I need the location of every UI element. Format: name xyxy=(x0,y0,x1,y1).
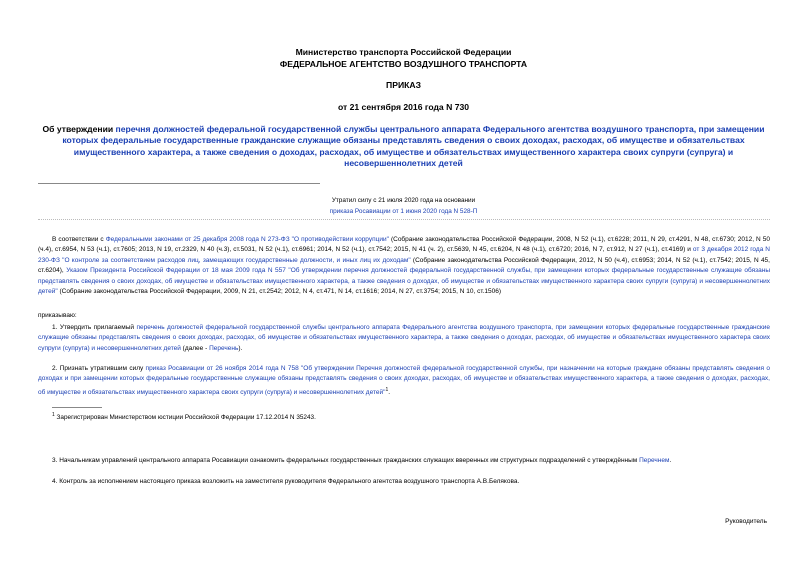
paragraph-item-1 xyxy=(38,323,770,354)
title-link[interactable]: перечня должностей федеральной государственной службы центрального аппарата Федерального агентства воздушного транспорта, при замещении которых федеральные государственные гражданские служащие обязаны представлять сведения о своих доходах, расходах, об имуществе и обязательствах имущественного характера, а также сведения о доходах, расходах, об имуществе и обязательствах имущественного характера своих супруги (супруга) и несовершеннолетних детей xyxy=(62,124,765,169)
agency-name: ФЕДЕРАЛЬНОЕ АГЕНТСТВО ВОЗДУШНОГО ТРАНСПОРТА xyxy=(279,59,528,69)
paragraph-basis xyxy=(38,235,770,297)
text: . xyxy=(669,457,672,464)
list-link-2[interactable]: Перечнем xyxy=(639,457,670,464)
footnote-divider xyxy=(52,407,102,408)
divider xyxy=(38,219,770,220)
text: 1. Утвердить прилагаемый xyxy=(52,324,137,331)
law-link-273[interactable]: Федеральными законами от 25 декабря 2008 года N 273-ФЗ "О противодействии коррупции" xyxy=(105,236,389,243)
signature: Руководитель xyxy=(725,518,767,525)
paragraph-item-2 xyxy=(38,364,770,398)
text: 2. Признать утратившим силу xyxy=(52,365,146,372)
paragraph-item-4: 4. Контроль за исполнением настоящего приказа возложить на заместителя руководителя Федерального агентства воздушного транспорта А.В.Белякова. xyxy=(52,478,520,485)
divider xyxy=(38,183,320,184)
decree-link-557[interactable]: Указом Президента Российской Федерации от 18 мая 2009 года N 557 "Об утверждении перечня должностей федеральной государственной службы, при замещении которых федеральные государственные служащие обязаны представлять сведения о своих доходах, об имуществе и обязательствах имущественного характера, а также сведения о доходах, об имуществе и обязательствах имущественного характера своих супруги (супруга) и несовершеннолетних детей" xyxy=(38,267,770,296)
document-title xyxy=(40,124,767,170)
text: В соответствии с xyxy=(52,236,106,243)
footnote-ref[interactable]: 1 xyxy=(385,386,389,393)
text: . xyxy=(388,388,391,396)
title-prefix: Об утверждении xyxy=(42,124,116,134)
paragraph-item-3 xyxy=(52,457,671,464)
footnote xyxy=(52,412,316,421)
order-link-758[interactable]: приказ Росавиации от 26 ноября 2014 года N 758 "Об утверждении Перечня должностей федеральной государственной службы, при назначении на которые граждане обязаны представлять сведения о доходах и при замещении которых федеральные государственные служащие обязаны представлять сведения о своих доходах, расходах, об имуществе и обязательствах имущественного характера, а также сведения о доходах, расходах, об имуществе и обязательствах имущественного характера своих супруги (супруга) и несовершеннолетних детей" xyxy=(38,365,770,396)
law-link-230[interactable]: от 3 декабря 2012 года N 230-ФЗ "О контроле за соответствием расходов лиц, замещающих государственные должности, и иных лиц их доходам" xyxy=(38,246,770,264)
document-type: ПРИКАЗ xyxy=(386,80,421,90)
text: (далее - xyxy=(180,344,210,352)
paragraph-order: приказываю: xyxy=(38,312,77,319)
status-note: Утратил силу с 21 июля 2020 года на основании xyxy=(331,197,476,204)
list-short-link[interactable]: Перечень xyxy=(209,344,239,352)
list-link[interactable]: перечень должностей федеральной государственной службы центрального аппарата Федерального агентства воздушного транспорта, при замещении которых федеральные государственные гражданские служащие обязаны представлять сведения о своих доходах, расходах, об имуществе и обязательствах имущественного характера, а также сведения о доходах, расходах, об имуществе и обязательствах имущественного характера своих супруги (супруга) и несовершеннолетних детей xyxy=(38,324,770,352)
text: (Собрание законодательства Российской Федерации, 2008, N 52 (ч.1), ст.6228; 2011, N 29, ст.4291, N 48, ст.6730; 2012, N 50 (ч.4), ст.6954, N 53 (ч.1), ст.7605; 2013, N 19, ст.2329, N 40 (ч.3), ст.5031, N 52 (ч.1), ст.6961; 2014, N 52 (ч.1), ст.7542; 2015, N 41 (ч. 2), ст.5639, N 45, ст.6204, N 48 (ч.1), ст.6720; 2016, N 7, ст.912, N 27 (ч.1), ст.4169) и xyxy=(38,236,771,254)
document-date-number: от 21 сентября 2016 года N 730 xyxy=(337,102,470,112)
footnote-mark: 1 xyxy=(52,412,55,418)
status-link[interactable]: приказа Росавиации от 1 июня 2020 года N 528-П xyxy=(329,208,478,215)
footnote-text: Зарегистрирован Министерством юстиции Российской Федерации 17.12.2014 N 35243. xyxy=(54,414,316,422)
text: ). xyxy=(238,344,243,352)
ministry-name: Министерство транспорта Российской Федерации xyxy=(295,47,512,57)
text: 3. Начальникам управлений центрального аппарата Росавиации ознакомить федеральных государственных гражданских служащих вверенных им структурных подразделений с утверждённым xyxy=(52,457,640,464)
text: (Собрание законодательства Российской Федерации, 2009, N 21, ст.2542; 2012, N 4, ст.471, N 14, ст.1616; 2014, N 27, ст.3754; 2015, N 10, ст.1506) xyxy=(57,288,502,296)
text: (Собрание законодательства Российской Федерации, 2012, N 50 (ч.4), ст.6953; 2014, N 52 (ч.1), ст.7542; 2015, N 45, ст.6204), xyxy=(38,256,770,275)
